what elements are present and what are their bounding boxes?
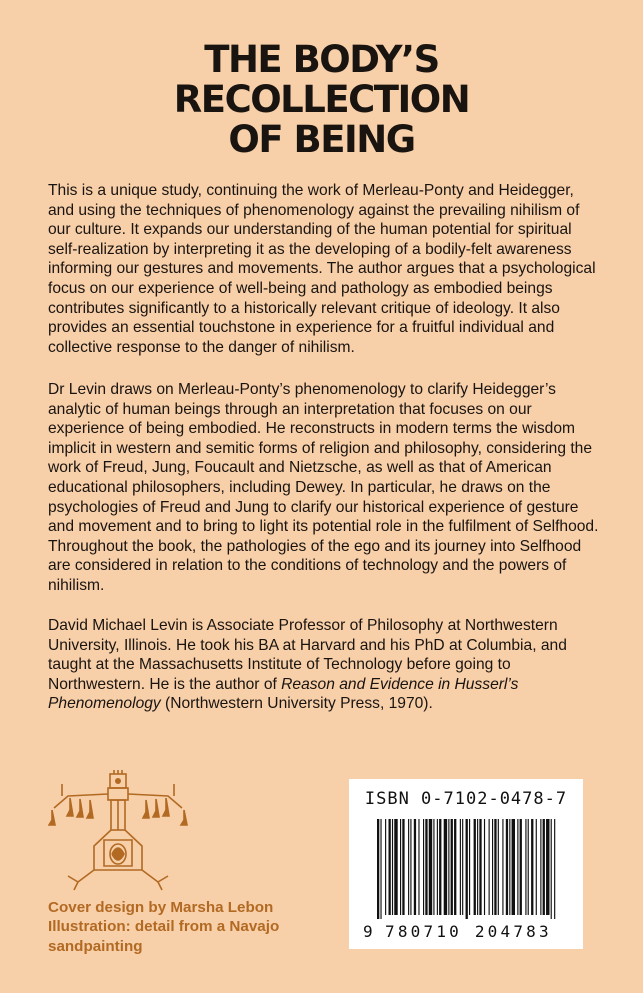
barcode-bar — [460, 819, 461, 915]
barcode-bar — [408, 819, 409, 915]
title-line-3: OF BEING — [228, 118, 415, 161]
barcode-bar — [528, 819, 529, 915]
title-line-2: RECOLLECTION — [173, 78, 470, 121]
author-bio-paragraph — [48, 616, 604, 714]
credit-line-3: sandpainting — [48, 937, 143, 955]
author-bio-text-end: (Northwestern University Press, 1970). — [160, 695, 433, 713]
barcode-bar — [551, 819, 552, 919]
book-reference: Reason and Evidence in Husserl’s Phenomenology — [48, 675, 519, 713]
barcode-bar — [466, 819, 468, 919]
description-paragraph-1: This is a unique study, continuing the work of Merleau-Ponty and Heidegger, and using the techniques of phenomenology against the prevailing nihilism of our culture. It expands our understanding of the human potential for spiritual self-realization by interpreting it as the developing of a bodily-felt awareness informing our gestures and movements. The author argues that a psychological focus on our experience of well-being and pathology as embodied beings contributes significantly to a historically relevant critique of ideology. It also provides an essential touchstone in experience for a fruitful individual and collective response to the danger of nihilism. — [48, 182, 596, 356]
barcode-bar — [489, 819, 490, 915]
barcode-bar — [448, 819, 449, 915]
barcode-bar — [462, 819, 463, 915]
barcode-bar — [400, 819, 401, 915]
barcode-bar — [392, 819, 393, 915]
barcode-bar — [423, 819, 424, 915]
barcode-bar — [394, 819, 397, 915]
barcode-bar — [477, 819, 478, 915]
barcode-bar — [531, 819, 533, 915]
barcode-bar — [520, 819, 522, 915]
barcode-bar — [410, 819, 411, 915]
barcode-bar — [418, 819, 419, 915]
barcode-bar — [543, 819, 545, 915]
barcode-bar — [474, 819, 476, 915]
barcode-bar — [509, 819, 510, 915]
description-paragraph-2: Dr Levin draws on Merleau-Ponty’s phenomenology to clarify Heidegger’s analytic of human beings through an interpretation that focuses on our experience of being embodied. He reconstructs in modern terms the wisdom implicit in western and semitic forms of religion and philosophy, considering the work of Freud, Jung, Foucault and Nietzsche, as well as that of American educational philosophers, including Dewey. In particular, he draws on the psychologies of Freud and Jung to clarify our historical experience of gesture and movement and to bring to light its potential role in the fulfilment of Selfhood. Throughout the book, the pathologies of the ego and its journey into Selfhood are considered in relation to the conditions of technology and the powers of nihilism. — [48, 381, 599, 594]
barcode-bar — [437, 819, 438, 915]
barcode-panel — [349, 779, 583, 949]
credit-line-1: Cover design by Marsha Lebon — [48, 899, 274, 916]
barcode-bar — [554, 819, 555, 919]
author-bio-text: David Michael Levin is Associate Professor of Philosophy at Northwestern University, Illinois. He took his BA at Harvard and his PhD at Columbia, and taught at the Massachusetts Institute of Technology before going to Northwestern. He is the author of — [48, 617, 567, 693]
barcode-bar — [414, 819, 416, 915]
barcode-bars — [377, 819, 557, 919]
book-title — [0, 40, 643, 160]
barcode-bar — [494, 819, 496, 915]
barcode-bar — [536, 819, 537, 915]
barcode-bar — [385, 819, 386, 915]
barcode-bar — [484, 819, 485, 915]
barcode-bar — [506, 819, 508, 915]
barcode-bar — [425, 819, 427, 915]
barcode-bar — [525, 819, 526, 915]
barcode-bar — [380, 819, 381, 919]
barcode-bar — [454, 819, 456, 915]
barcode-bar — [439, 819, 441, 915]
barcode-bar — [479, 819, 481, 915]
navajo-sandpainting-icon — [48, 770, 196, 892]
cover-credits — [48, 898, 348, 956]
barcode-bar — [402, 819, 404, 915]
barcode-bar — [502, 819, 503, 915]
barcode-bar — [498, 819, 499, 915]
ean-first-digit: 9 — [363, 922, 373, 941]
barcode-bar — [517, 819, 518, 915]
barcode-bar — [389, 819, 391, 915]
barcode-bar — [429, 819, 432, 915]
barcode-bar — [512, 819, 515, 915]
barcode-bar — [546, 819, 549, 915]
isbn-label: ISBN 0-7102-0478-7 — [364, 789, 568, 809]
barcode-bar — [451, 819, 453, 915]
ean-remaining-digits: 780710 204783 — [385, 922, 552, 941]
barcode-bar — [444, 819, 447, 915]
title-line-1: THE BODY’S — [204, 38, 439, 81]
barcode-bar — [469, 819, 470, 915]
credit-line-2: Illustration: detail from a Navajo — [48, 918, 280, 936]
barcode-bar — [377, 819, 379, 919]
barcode-bar — [540, 819, 541, 915]
barcode-bar — [433, 819, 434, 915]
barcode-bar — [492, 819, 493, 915]
